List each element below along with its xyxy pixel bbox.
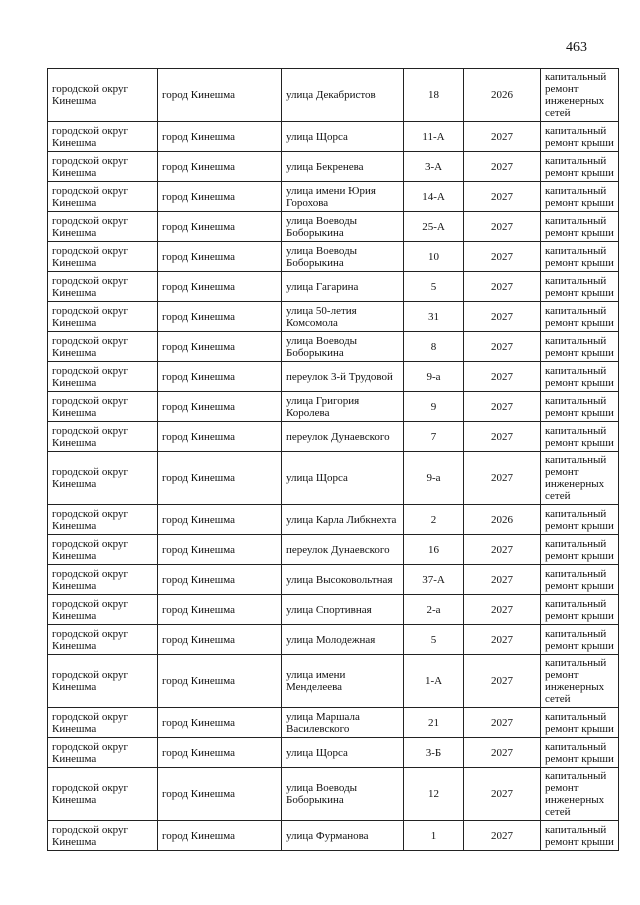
cell-work: капитальный ремонт крыши xyxy=(541,422,619,452)
table-row xyxy=(48,821,619,851)
cell-district: городской округ Кинешма xyxy=(48,595,158,625)
cell-year: 2027 xyxy=(464,392,541,422)
cell-num: 5 xyxy=(404,625,464,655)
cell-num: 21 xyxy=(404,708,464,738)
cell-city: город Кинешма xyxy=(158,69,282,122)
cell-num: 1 xyxy=(404,821,464,851)
cell-year: 2027 xyxy=(464,738,541,768)
cell-year: 2027 xyxy=(464,182,541,212)
cell-year: 2027 xyxy=(464,565,541,595)
cell-work: капитальный ремонт крыши xyxy=(541,738,619,768)
cell-year: 2027 xyxy=(464,422,541,452)
cell-year: 2026 xyxy=(464,69,541,122)
cell-num: 2 xyxy=(404,505,464,535)
cell-district: городской округ Кинешма xyxy=(48,655,158,708)
table-row xyxy=(48,625,619,655)
table-row xyxy=(48,332,619,362)
cell-city: город Кинешма xyxy=(158,182,282,212)
page-number: 463 xyxy=(566,40,587,55)
cell-num: 25-А xyxy=(404,212,464,242)
cell-year: 2027 xyxy=(464,708,541,738)
cell-num: 3-Б xyxy=(404,738,464,768)
cell-num: 9 xyxy=(404,392,464,422)
cell-city: город Кинешма xyxy=(158,505,282,535)
cell-district: городской округ Кинешма xyxy=(48,738,158,768)
cell-district: городской округ Кинешма xyxy=(48,565,158,595)
cell-work: капитальный ремонт крыши xyxy=(541,122,619,152)
cell-city: город Кинешма xyxy=(158,422,282,452)
cell-street: улица имени Юрия Горохова xyxy=(282,182,404,212)
cell-district: городской округ Кинешма xyxy=(48,505,158,535)
cell-street: улица Воеводы Боборыкина xyxy=(282,332,404,362)
cell-street: переулок 3-й Трудовой xyxy=(282,362,404,392)
table-row xyxy=(48,595,619,625)
cell-num: 8 xyxy=(404,332,464,362)
table-row xyxy=(48,505,619,535)
cell-city: город Кинешма xyxy=(158,152,282,182)
cell-district: городской округ Кинешма xyxy=(48,625,158,655)
cell-work: капитальный ремонт крыши xyxy=(541,821,619,851)
cell-street: улица Воеводы Боборыкина xyxy=(282,242,404,272)
table-row xyxy=(48,452,619,505)
cell-year: 2027 xyxy=(464,655,541,708)
table-row xyxy=(48,272,619,302)
table-row xyxy=(48,535,619,565)
cell-num: 10 xyxy=(404,242,464,272)
cell-year: 2026 xyxy=(464,505,541,535)
cell-city: город Кинешма xyxy=(158,452,282,505)
cell-street: улица Воеводы Боборыкина xyxy=(282,212,404,242)
cell-street: улица Бекренева xyxy=(282,152,404,182)
table-row xyxy=(48,362,619,392)
table-row xyxy=(48,565,619,595)
cell-work: капитальный ремонт крыши xyxy=(541,595,619,625)
cell-work: капитальный ремонт инженерных сетей xyxy=(541,452,619,505)
cell-num: 12 xyxy=(404,768,464,821)
cell-street: улица Высоковольтная xyxy=(282,565,404,595)
cell-num: 1-А xyxy=(404,655,464,708)
cell-district: городской округ Кинешма xyxy=(48,182,158,212)
cell-district: городской округ Кинешма xyxy=(48,122,158,152)
cell-year: 2027 xyxy=(464,768,541,821)
cell-work: капитальный ремонт крыши xyxy=(541,242,619,272)
cell-district: городской округ Кинешма xyxy=(48,272,158,302)
cell-year: 2027 xyxy=(464,595,541,625)
cell-city: город Кинешма xyxy=(158,821,282,851)
cell-work: капитальный ремонт крыши xyxy=(541,212,619,242)
cell-district: городской округ Кинешма xyxy=(48,422,158,452)
cell-district: городской округ Кинешма xyxy=(48,708,158,738)
cell-street: переулок Дунаевского xyxy=(282,422,404,452)
cell-city: город Кинешма xyxy=(158,768,282,821)
table-row xyxy=(48,152,619,182)
cell-district: городской округ Кинешма xyxy=(48,332,158,362)
cell-work: капитальный ремонт крыши xyxy=(541,505,619,535)
cell-year: 2027 xyxy=(464,625,541,655)
cell-work: капитальный ремонт крыши xyxy=(541,302,619,332)
cell-city: город Кинешма xyxy=(158,625,282,655)
table-row xyxy=(48,422,619,452)
cell-work: капитальный ремонт крыши xyxy=(541,565,619,595)
cell-year: 2027 xyxy=(464,212,541,242)
cell-city: город Кинешма xyxy=(158,272,282,302)
cell-num: 9-а xyxy=(404,362,464,392)
cell-num: 2-а xyxy=(404,595,464,625)
cell-district: городской округ Кинешма xyxy=(48,821,158,851)
cell-year: 2027 xyxy=(464,452,541,505)
table-row xyxy=(48,212,619,242)
cell-work: капитальный ремонт крыши xyxy=(541,332,619,362)
cell-street: улица Григория Королева xyxy=(282,392,404,422)
table-row xyxy=(48,768,619,821)
cell-city: город Кинешма xyxy=(158,122,282,152)
table-row xyxy=(48,708,619,738)
cell-street: переулок Дунаевского xyxy=(282,535,404,565)
building-repair-table xyxy=(47,68,619,851)
cell-district: городской округ Кинешма xyxy=(48,362,158,392)
cell-year: 2027 xyxy=(464,535,541,565)
cell-street: улица 50-летия Комсомола xyxy=(282,302,404,332)
cell-city: город Кинешма xyxy=(158,392,282,422)
cell-street: улица Щорса xyxy=(282,452,404,505)
cell-num: 5 xyxy=(404,272,464,302)
table-row xyxy=(48,242,619,272)
cell-num: 9-а xyxy=(404,452,464,505)
table-row xyxy=(48,738,619,768)
cell-city: город Кинешма xyxy=(158,362,282,392)
table-row xyxy=(48,302,619,332)
cell-city: город Кинешма xyxy=(158,708,282,738)
cell-num: 31 xyxy=(404,302,464,332)
cell-work: капитальный ремонт крыши xyxy=(541,535,619,565)
cell-num: 37-А xyxy=(404,565,464,595)
table-row xyxy=(48,69,619,122)
cell-district: городской округ Кинешма xyxy=(48,302,158,332)
cell-street: улица Карла Либкнехта xyxy=(282,505,404,535)
cell-work: капитальный ремонт крыши xyxy=(541,392,619,422)
cell-work: капитальный ремонт инженерных сетей xyxy=(541,768,619,821)
cell-year: 2027 xyxy=(464,152,541,182)
table-row xyxy=(48,392,619,422)
cell-street: улица Щорса xyxy=(282,122,404,152)
cell-work: капитальный ремонт инженерных сетей xyxy=(541,655,619,708)
cell-city: город Кинешма xyxy=(158,565,282,595)
cell-street: улица имени Менделеева xyxy=(282,655,404,708)
cell-district: городской округ Кинешма xyxy=(48,392,158,422)
cell-district: городской округ Кинешма xyxy=(48,452,158,505)
cell-year: 2027 xyxy=(464,302,541,332)
cell-city: город Кинешма xyxy=(158,655,282,708)
cell-street: улица Щорса xyxy=(282,738,404,768)
cell-work: капитальный ремонт крыши xyxy=(541,182,619,212)
cell-work: капитальный ремонт крыши xyxy=(541,272,619,302)
cell-year: 2027 xyxy=(464,332,541,362)
cell-city: город Кинешма xyxy=(158,302,282,332)
cell-work: капитальный ремонт крыши xyxy=(541,152,619,182)
cell-year: 2027 xyxy=(464,122,541,152)
cell-city: город Кинешма xyxy=(158,535,282,565)
cell-year: 2027 xyxy=(464,272,541,302)
cell-street: улица Маршала Василевского xyxy=(282,708,404,738)
cell-num: 3-А xyxy=(404,152,464,182)
cell-district: городской округ Кинешма xyxy=(48,242,158,272)
cell-district: городской округ Кинешма xyxy=(48,69,158,122)
cell-street: улица Гагарина xyxy=(282,272,404,302)
cell-num: 18 xyxy=(404,69,464,122)
cell-year: 2027 xyxy=(464,821,541,851)
cell-street: улица Спортивная xyxy=(282,595,404,625)
cell-street: улица Молодежная xyxy=(282,625,404,655)
cell-work: капитальный ремонт крыши xyxy=(541,625,619,655)
cell-district: городской округ Кинешма xyxy=(48,768,158,821)
cell-num: 7 xyxy=(404,422,464,452)
table-row xyxy=(48,655,619,708)
cell-city: город Кинешма xyxy=(158,212,282,242)
cell-street: улица Воеводы Боборыкина xyxy=(282,768,404,821)
cell-district: городской округ Кинешма xyxy=(48,152,158,182)
cell-num: 16 xyxy=(404,535,464,565)
cell-district: городской округ Кинешма xyxy=(48,212,158,242)
table-row xyxy=(48,122,619,152)
cell-city: город Кинешма xyxy=(158,738,282,768)
cell-year: 2027 xyxy=(464,242,541,272)
cell-city: город Кинешма xyxy=(158,242,282,272)
cell-num: 11-А xyxy=(404,122,464,152)
cell-work: капитальный ремонт крыши xyxy=(541,362,619,392)
cell-work: капитальный ремонт инженерных сетей xyxy=(541,69,619,122)
cell-city: город Кинешма xyxy=(158,595,282,625)
cell-street: улица Фурманова xyxy=(282,821,404,851)
cell-work: капитальный ремонт крыши xyxy=(541,708,619,738)
cell-city: город Кинешма xyxy=(158,332,282,362)
cell-district: городской округ Кинешма xyxy=(48,535,158,565)
cell-num: 14-А xyxy=(404,182,464,212)
table-row xyxy=(48,182,619,212)
cell-year: 2027 xyxy=(464,362,541,392)
cell-street: улица Декабристов xyxy=(282,69,404,122)
